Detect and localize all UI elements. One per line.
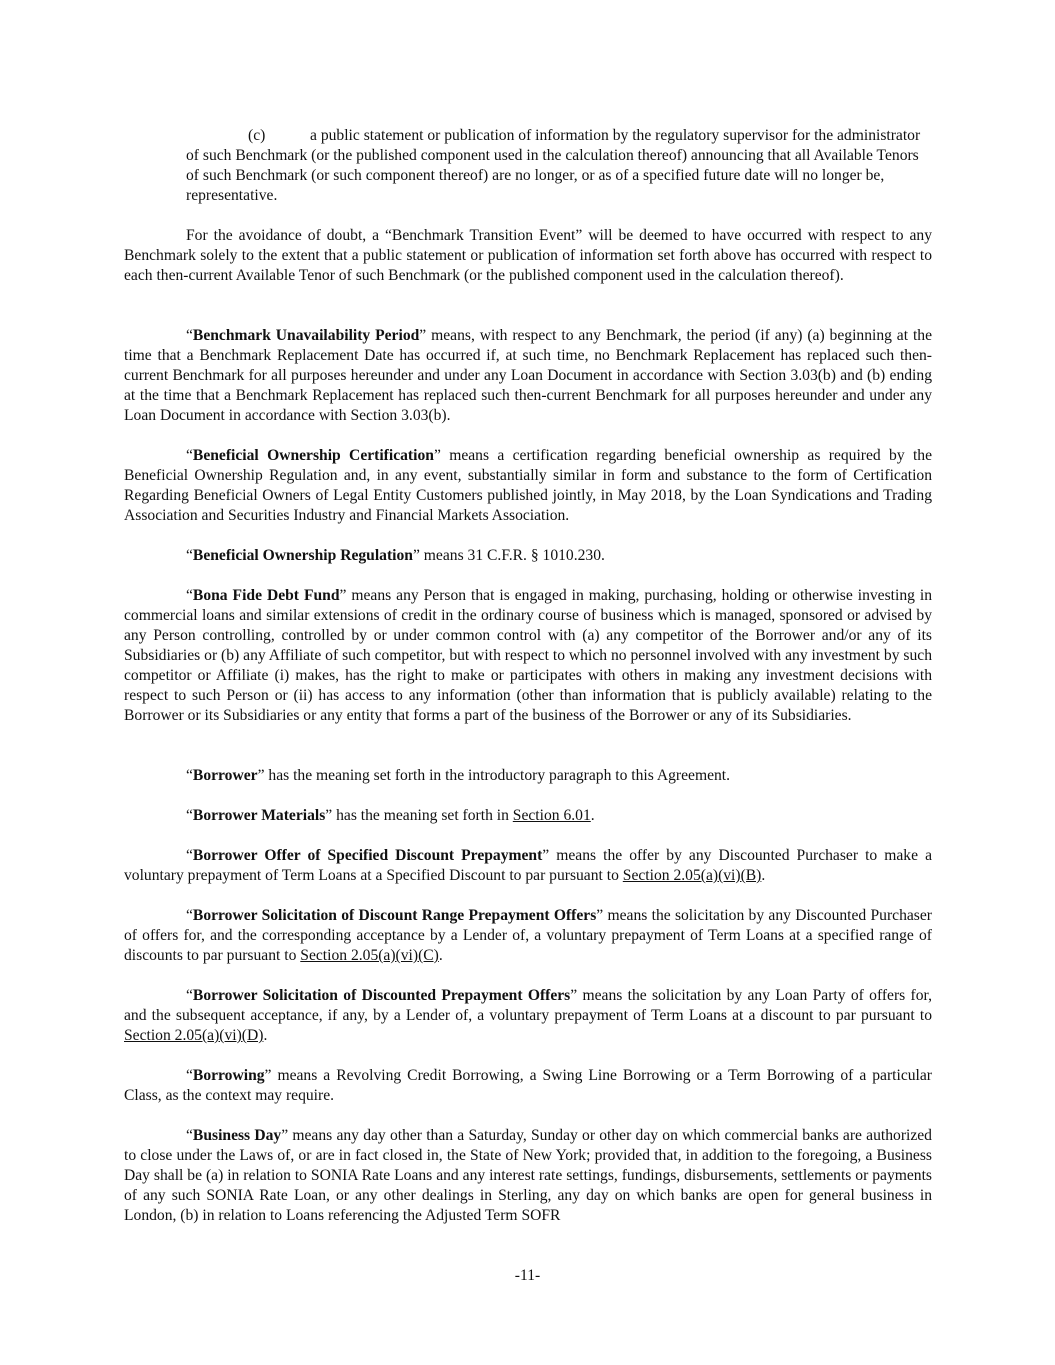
definition-borrower-solicitation-of-discounted-prepayment-offers: “Borrower Solicitation of Discounted Prepayment Offers” means the solicitation by any Loan Party of offers for, and the subsequent acceptance, if any, by a Lender of, a voluntary prepayment of Term Loans at a discount to par pursuant to Section 2.05(a)(vi)(D).	[124, 987, 932, 1044]
defined-term: Borrower	[192, 767, 258, 784]
definition-borrower-materials: “Borrower Materials” has the meaning set forth in Section 6.01.	[186, 807, 595, 824]
page-number: -11-	[514, 1267, 541, 1284]
defined-term: Beneficial Ownership Regulation	[192, 547, 413, 564]
defined-term: Business Day	[192, 1127, 282, 1144]
definition-tail: .	[438, 947, 443, 964]
definition-text: ” means any day other than a Saturday, Sunday or other day on which commercial banks are authorized to close under the Laws of, or are in fact closed in, the State of New York; provided that, in addition to the foregoing, a Business Day shall be (a) in relation to SONIA Rate Loans and any interest rate settings, fundings, disbursements, settlements or payments of any such SONIA Rate Loan, or any other dealings in Sterling, any day on which banks are open for general business in London, (b) in relation to Loans referencing the Adjusted Term SOFR	[124, 1127, 932, 1224]
defined-term: Benchmark Unavailability Period	[192, 327, 420, 344]
clause-c-text: a public statement or publication of information by the regulatory supervisor for the administrator of such Benchmark (or the published component used in the calculation thereof) announcing that all Available Tenors of such Benchmark (or such component thereof) are no longer, or as of a specified future date will no longer be, representative.	[186, 127, 921, 204]
definition-borrower: “Borrower” has the meaning set forth in the introductory paragraph to this Agreement.	[186, 767, 731, 784]
definition-benchmark-unavailability-period: “Benchmark Unavailability Period” means, with respect to any Benchmark, the period (if any) (a) beginning at the time that a Benchmark Replacement Date has occurred if, at such time, no Benchmark Replacement has replaced such then-current Benchmark for all purposes hereunder and under any Loan Document in accordance with Section 3.03(b) and (b) ending at the time that a Benchmark Replacement has replaced such then-current Benchmark for all purposes hereunder and under any Loan Document in accordance with Section 3.03(b).	[124, 327, 932, 424]
definition-text: ” means a Revolving Credit Borrowing, a Swing Line Borrowing or a Term Borrowing of a particular Class, as the context may require.	[124, 1067, 932, 1104]
definition-beneficial-ownership-certification: “Beneficial Ownership Certification” means a certification regarding beneficial ownership as required by the Beneficial Ownership Regulation and, in any event, substantially similar in form and substance to the form of Certification Regarding Beneficial Owners of Legal Entity Customers published jointly, in May 2018, by the Loan Syndications and Trading Association and Securities Industry and Financial Markets Association.	[124, 447, 933, 524]
definition-text: ” means the offer by any Discounted Purchaser to make a voluntary prepayment of Term Loans at a Specified Discount to par pursuant to	[124, 847, 932, 884]
clause-c-label: (c)	[248, 127, 266, 144]
definition-tail: .	[263, 1027, 268, 1044]
definition-borrower-solicitation-of-discount-range-prepayment-offers: “Borrower Solicitation of Discount Range Prepayment Offers” means the solicitation by any Discounted Purchaser of offers for, and the corresponding acceptance by a Lender of, a voluntary prepayment of Term Loans at a specified range of discounts to par pursuant to Section 2.05(a)(vi)(C).	[124, 907, 932, 964]
definition-text: ” means the solicitation by any Loan Party of offers for, and the subsequent acceptance, if any, by a Lender of, a voluntary prepayment of Term Loans at a discount to par pursuant to	[124, 987, 932, 1024]
definition-text: ” means 31 C.F.R. § 1010.230.	[412, 547, 605, 564]
definition-borrower-offer-of-specified-discount-prepayment: “Borrower Offer of Specified Discount Prepayment” means the offer by any Discounted Purchaser to make a voluntary prepayment of Term Loans at a Specified Discount to par pursuant to Section 2.05(a)(vi)(B).	[124, 847, 932, 884]
defined-term: Bona Fide Debt Fund	[192, 587, 340, 604]
definition-text: ” means a certification regarding beneficial ownership as required by the Beneficial Ownership Regulation and, in any event, substantially similar in form and substance to the form of Certification Regarding Beneficial Owners of Legal Entity Customers published jointly, in May 2018, by the Loan Syndications and Trading Association and Securities Industry and Financial Markets Association.	[124, 447, 933, 524]
definition-text: ” means, with respect to any Benchmark, the period (if any) (a) beginning at the time that a Benchmark Replacement Date has occurred if, at such time, no Benchmark Replacement has replaced such then-current Benchmark for all purposes hereunder and under any Loan Document in accordance with Section 3.03(b) and (b) ending at the time that a Benchmark Replacement has replaced such then-current Benchmark for all purposes hereunder and under any Loan Document in accordance with Section 3.03(b).	[124, 327, 932, 424]
avoidance-paragraph: For the avoidance of doubt, a “Benchmark Transition Event” will be deemed to have occurred with respect to any Benchmark solely to the extent that a public statement or publication of information set forth above has occurred with respect to each then-current Available Tenor of such Benchmark (or the published component used in the calculation thereof).	[124, 227, 932, 284]
section-reference-link[interactable]: Section 6.01	[512, 807, 591, 824]
definition-business-day: “Business Day” means any day other than a Saturday, Sunday or other day on which commercial banks are authorized to close under the Laws of, or are in fact closed in, the State of New York; provided that, in addition to the foregoing, a Business Day shall be (a) in relation to SONIA Rate Loans and any interest rate settings, fundings, disbursements, settlements or payments of any such SONIA Rate Loan, or any other dealings in Sterling, any day on which banks are open for general business in London, (b) in relation to Loans referencing the Adjusted Term SOFR	[124, 1127, 932, 1224]
section-reference-link[interactable]: Section 2.05(a)(vi)(B)	[622, 867, 762, 884]
clause-c	[186, 126, 932, 206]
definition-text: ” has the meaning set forth in	[325, 807, 513, 824]
definition-text: ” means any Person that is engaged in making, purchasing, holding or otherwise investing in commercial loans and similar extensions of credit in the ordinary course of business which is managed, sponsored or advised by any Person controlling, controlled by or under common control with (a) any competitor of the Borrower and/or any of its Subsidiaries or (b) any Affiliate of such competitor, but with respect to which no personnel involved with any investment by such competitor or Affiliate (i) makes, has the right to make or participates with others in making any investment decisions with respect to such Person or (ii) has access to any information (other than information that is publicly available) relating to the Borrower or its Subsidiaries or any entity that forms a part of the business of the Borrower or any of its Subsidiaries.	[124, 587, 932, 724]
definition-tail: .	[590, 807, 595, 824]
defined-term: Borrower Materials	[192, 807, 326, 824]
section-reference-link[interactable]: Section 2.05(a)(vi)(C)	[300, 947, 439, 964]
section-reference-link[interactable]: Section 2.05(a)(vi)(D)	[124, 1027, 264, 1044]
definition-text: ” means the solicitation by any Discounted Purchaser of offers for, and the corresponding acceptance by a Lender of, a voluntary prepayment of Term Loans at a specified range of discounts to par pursuant to	[124, 907, 932, 964]
defined-term: Borrower Solicitation of Discounted Prepayment Offers	[192, 987, 571, 1004]
defined-term: Borrower Offer of Specified Discount Prepayment	[192, 847, 543, 864]
defined-term: Borrowing	[192, 1067, 265, 1084]
defined-term: Borrower Solicitation of Discount Range Prepayment Offers	[192, 907, 597, 924]
definition-beneficial-ownership-regulation: “Beneficial Ownership Regulation” means 31 C.F.R. § 1010.230.	[186, 547, 605, 564]
definition-borrowing: “Borrowing” means a Revolving Credit Borrowing, a Swing Line Borrowing or a Term Borrowing of a particular Class, as the context may require.	[124, 1067, 932, 1104]
definition-bona-fide-debt-fund: “Bona Fide Debt Fund” means any Person that is engaged in making, purchasing, holding or otherwise investing in commercial loans and similar extensions of credit in the ordinary course of business which is managed, sponsored or advised by any Person controlling, controlled by or under common control with (a) any competitor of the Borrower and/or any of its Subsidiaries or (b) any Affiliate of such competitor, but with respect to which no personnel involved with any investment by such competitor or Affiliate (i) makes, has the right to make or participates with others in making any investment decisions with respect to such Person or (ii) has access to any information (other than information that is publicly available) relating to the Borrower or its Subsidiaries or any entity that forms a part of the business of the Borrower or any of its Subsidiaries.	[124, 587, 932, 724]
definition-tail: .	[761, 867, 766, 884]
definition-text: ” has the meaning set forth in the introductory paragraph to this Agreement.	[257, 767, 731, 784]
defined-term: Beneficial Ownership Certification	[192, 447, 434, 464]
